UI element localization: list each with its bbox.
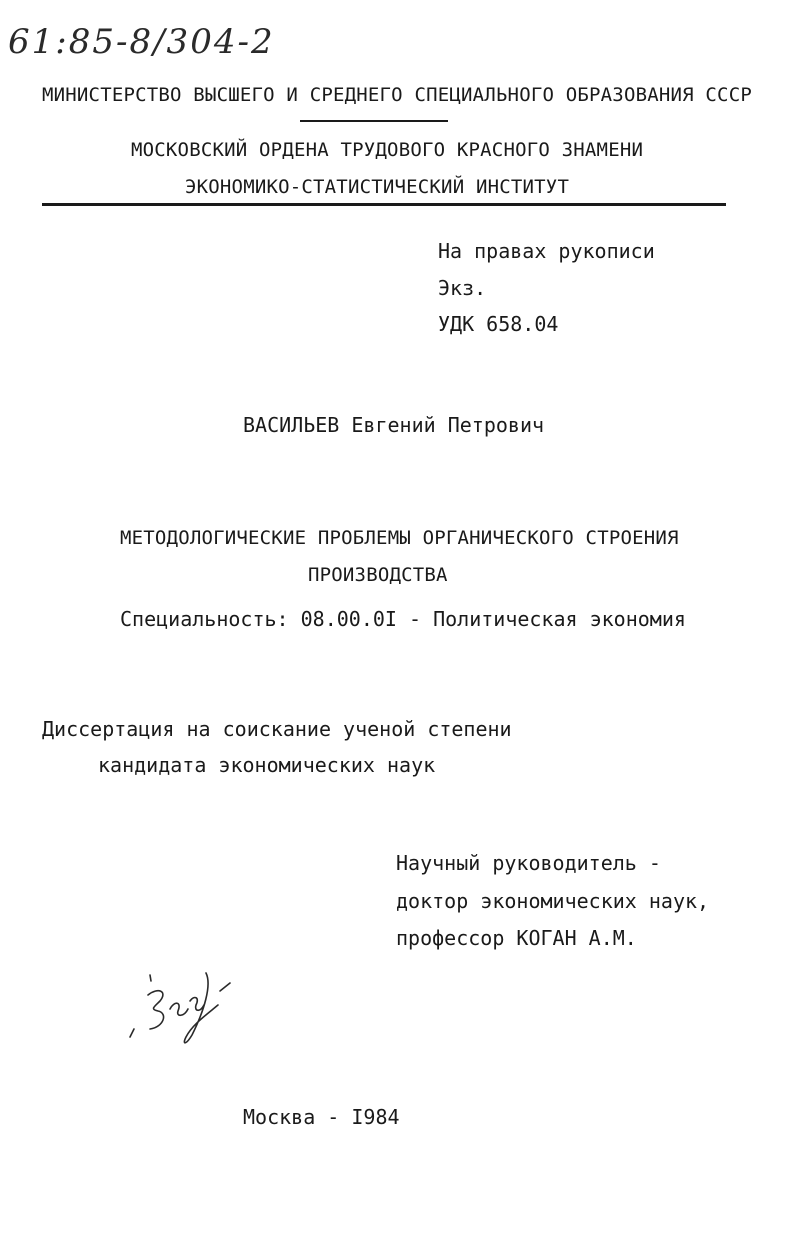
dissertation-title-line2: ПРОИЗВОДСТВА <box>308 564 448 586</box>
header-divider <box>42 203 726 206</box>
copy-number-label: Экз. <box>438 276 487 300</box>
degree-line2: кандидата экономических наук <box>98 753 436 777</box>
signature-icon <box>120 965 240 1055</box>
degree-line1: Диссертация на соискание ученой степени <box>42 717 512 741</box>
institute-heading-line1: МОСКОВСКИЙ ОРДЕНА ТРУДОВОГО КРАСНОГО ЗНАМЕНИ <box>131 139 644 161</box>
supervisor-line3: профессор КОГАН А.М. <box>396 926 637 950</box>
short-divider <box>300 120 448 122</box>
ministry-heading: МИНИСТЕРСТВО ВЫСШЕГО И СРЕДНЕГО СПЕЦИАЛЬНОГО ОБРАЗОВАНИЯ СССР <box>42 84 752 106</box>
dissertation-title-line1: МЕТОДОЛОГИЧЕСКИЕ ПРОБЛЕМЫ ОРГАНИЧЕСКОГО СТРОЕНИЯ <box>120 527 679 549</box>
supervisor-line2: доктор экономических наук, <box>396 889 710 913</box>
specialty-line: Специальность: 08.00.0I - Политическая экономия <box>120 607 686 631</box>
author-name: ВАСИЛЬЕВ Евгений Петрович <box>243 413 545 437</box>
archive-mark: 61:85-8/304-2 <box>8 22 275 62</box>
place-and-year: Москва - I984 <box>243 1105 400 1129</box>
supervisor-line1: Научный руководитель - <box>396 851 661 875</box>
udc-code: УДК 658.04 <box>438 312 559 336</box>
institute-heading-line2: ЭКОНОМИКО-СТАТИСТИЧЕСКИЙ ИНСТИТУТ <box>185 176 570 198</box>
manuscript-rights: На правах рукописи <box>438 239 655 263</box>
